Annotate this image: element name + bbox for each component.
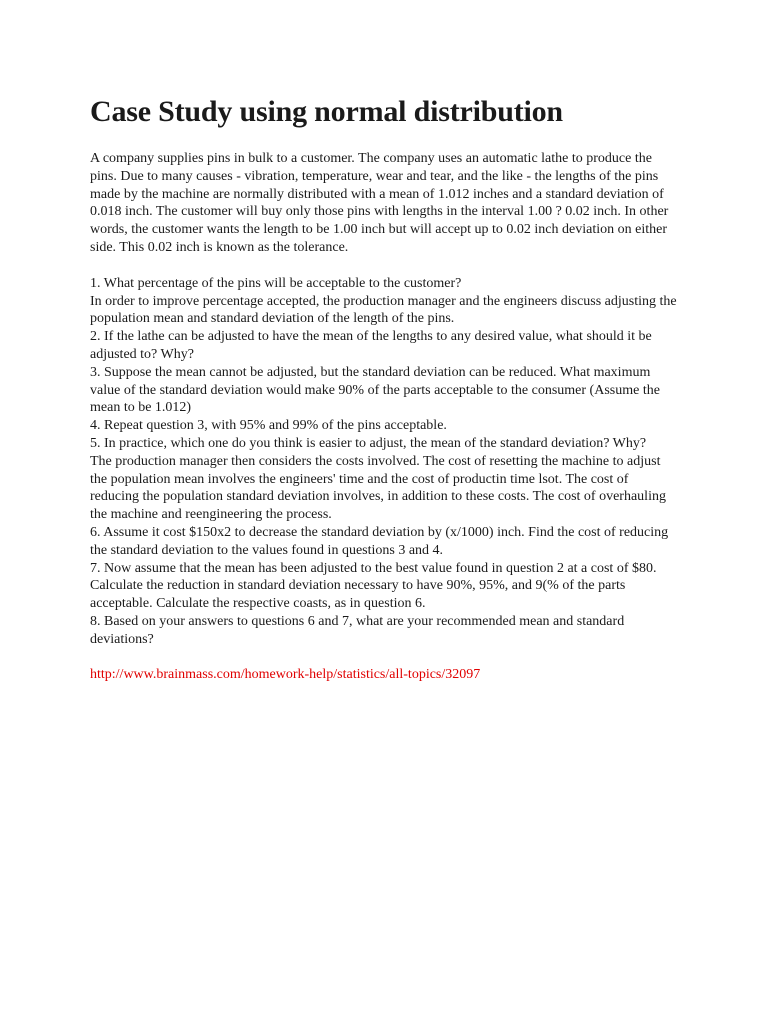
context-paragraph-improve: In order to improve percentage accepted, the production manager and the engineers discuss adjusting the population mean and standard deviation of the length of the pins. bbox=[90, 293, 677, 327]
document-page bbox=[90, 94, 680, 683]
question-7: 7. Now assume that the mean has been adjusted to the best value found in question 2 at a cost of $80. Calculate the reduction in standard deviation necessary to have 90%, 95%, and 9(% of the parts acceptable. Calculate the respective coasts, as in question 6. bbox=[90, 560, 657, 612]
document-title: Case Study using normal distribution bbox=[90, 95, 563, 128]
question-2: 2. If the lathe can be adjusted to have the mean of the lengths to any desired value, what should it be adjusted to? Why? bbox=[90, 329, 652, 362]
question-list bbox=[90, 275, 680, 649]
question-4: 4. Repeat question 3, with 95% and 99% of the pins acceptable. bbox=[90, 418, 447, 434]
question-1: 1. What percentage of the pins will be acceptable to the customer? bbox=[90, 275, 462, 291]
question-5: 5. In practice, which one do you think is easier to adjust, the mean of the standard deviation? Why? bbox=[90, 435, 647, 451]
question-6: 6. Assume it cost $150x2 to decrease the standard deviation by (x/1000) inch. Find the cost of reducing the standard deviation to the values found in questions 3 and 4. bbox=[90, 524, 669, 558]
source-link[interactable]: http://www.brainmass.com/homework-help/statistics/all-topics/32097 bbox=[90, 666, 481, 682]
context-paragraph-costs: The production manager then considers the costs involved. The cost of resetting the machine to adjust the population mean involves the engineers' time and the cost of productin time lsot. The cost of reducing the population standard deviation involves, in addition to these costs. The cost of overhauling the machine and reengineering the process. bbox=[90, 453, 666, 523]
intro-paragraph: A company supplies pins in bulk to a customer. The company uses an automatic lathe to produce the pins. Due to many causes - vibration, temperature, wear and tear, and the like - the lengths of the pins made by the machine are normally distributed with a mean of 1.012 inches and a standard deviation of 0.018 inch. The customer will buy only those pins with lengths in the interval 1.00 ? 0.02 inch. In other words, the customer wants the length to be 1.00 inch but will accept up to 0.02 inch deviation on either side. This 0.02 inch is known as the tolerance. bbox=[90, 151, 669, 255]
question-8: 8. Based on your answers to questions 6 and 7, what are your recommended mean and standard deviations? bbox=[90, 613, 625, 647]
question-3: 3. Suppose the mean cannot be adjusted, but the standard deviation can be reduced. What maximum value of the standard deviation would make 90% of the parts acceptable to the consumer (Assume the mean to be 1.012) bbox=[90, 364, 660, 416]
